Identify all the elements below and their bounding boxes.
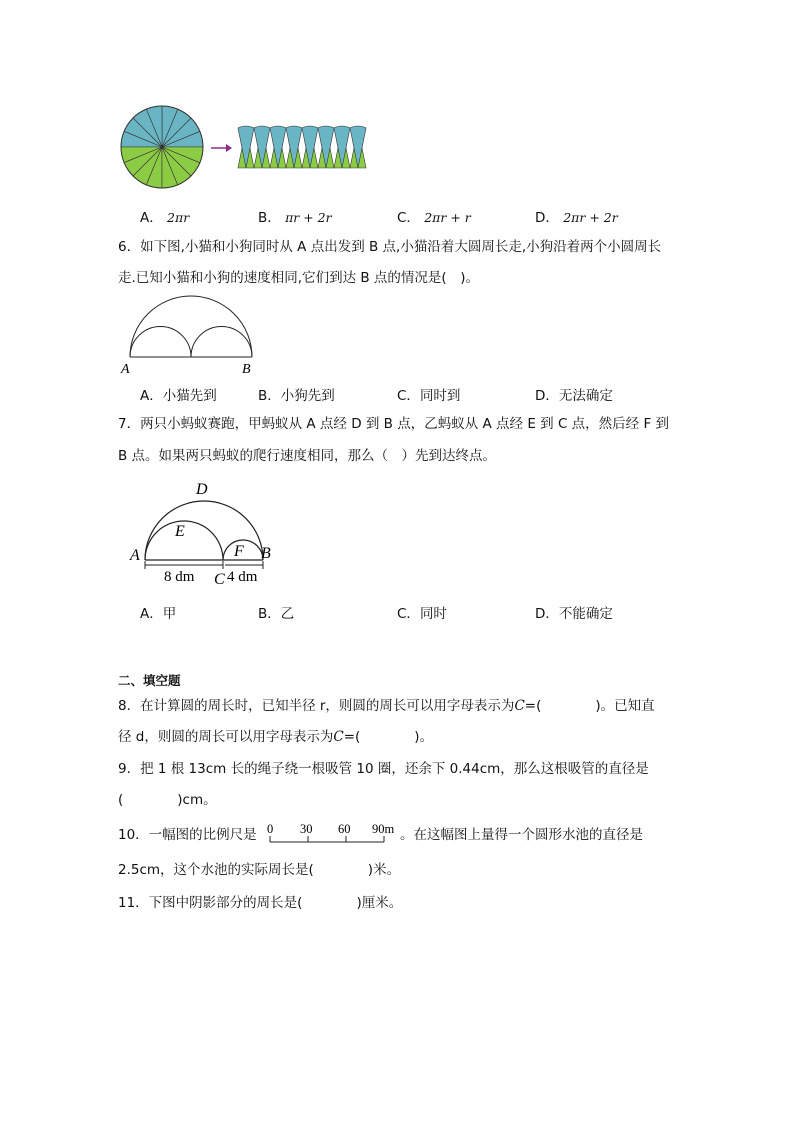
q8-blank-2: =( )。 [343, 729, 434, 745]
q9-text-line2: ( )cm。 [118, 792, 217, 808]
q7-option-c[interactable] [397, 602, 447, 622]
option-letter: D． [535, 210, 559, 226]
option-letter: C． [397, 388, 420, 404]
option-text: 同时 [419, 606, 447, 622]
q5-option-c[interactable] [397, 206, 471, 226]
q6-text-line1: 6．如下图,小猫和小狗同时从 A 点出发到 B 点,小猫沿着大圆周长走,小狗沿着两个小圆周长 [118, 239, 662, 255]
option-text: 2πr [167, 210, 190, 225]
point-label-b: B [242, 362, 251, 377]
q8-blank-1: =( )。已知直 [524, 698, 655, 714]
option-text: 2πr + r [424, 210, 471, 225]
q7-option-b[interactable] [258, 602, 294, 622]
option-letter: B． [258, 210, 281, 226]
q7-text-line1: 7．两只小蚂蚁赛跑，甲蚂蚁从 A 点经 D 到 B 点，乙蚂蚁从 A 点经 E 到 C 点，然后经 F 到 [118, 416, 670, 432]
point-label-a: A [130, 547, 140, 564]
q6-option-b[interactable] [258, 384, 335, 404]
q10-text-line2: 2.5cm，这个水池的实际周长是( )米。 [118, 862, 401, 878]
option-text: 小猫先到 [162, 388, 217, 404]
option-letter: B． [258, 606, 281, 622]
length-label-4dm: 4 dm [227, 569, 258, 585]
rearranged-strip [238, 126, 366, 168]
scale-tick-label: 30 [300, 822, 313, 836]
q6-option-d[interactable] [535, 384, 613, 404]
q9-text-line1: 9．把 1 根 13cm 长的绳子绕一根吸管 10 圈，还余下 0.44cm，那么这根吸管的直径是 [118, 761, 649, 777]
option-letter: A． [140, 606, 163, 622]
rearrange-arrow-icon [211, 144, 232, 152]
option-text: πr + 2r [285, 210, 332, 225]
length-label-8dm: 8 dm [164, 569, 195, 585]
point-label-e: E [175, 523, 185, 540]
q6-option-a[interactable] [140, 384, 217, 404]
point-label-c: C [214, 571, 225, 588]
option-letter: B． [258, 388, 281, 404]
scale-tick-label: 90m [372, 822, 395, 836]
q8-text-line1 [118, 696, 655, 716]
q11-text-line1: 11．下图中阴影部分的周长是( )厘米。 [118, 895, 403, 911]
q5-option-d[interactable] [535, 206, 618, 226]
option-letter: A． [140, 210, 163, 226]
circle-rearrangement-figure [118, 100, 378, 195]
option-text: 无法确定 [558, 388, 613, 404]
q8-text-line2 [118, 727, 433, 747]
scale-tick-label: 60 [338, 822, 351, 836]
q6-text-line2: 走.已知小猫和小狗的速度相同,它们到达 B 点的情况是( )。 [118, 270, 479, 286]
q10-suffix: 。在这幅图上量得一个圆形水池的直径是 [400, 827, 643, 843]
section-title: 二、填空题 [118, 673, 181, 688]
scale-tick-label: 0 [267, 822, 274, 836]
scale-bar [264, 818, 404, 850]
q7-ant-path-figure [126, 478, 286, 590]
point-label-f: F [234, 543, 244, 560]
q8-text: 径 d，则圆的周长可以用字母表示为 [118, 729, 334, 745]
option-text: 小狗先到 [280, 388, 335, 404]
option-letter: D． [535, 606, 559, 622]
point-label-d: D [196, 481, 208, 498]
q5-option-b[interactable] [258, 206, 332, 226]
option-letter: A． [140, 388, 163, 404]
q5-option-a[interactable] [140, 206, 189, 226]
option-letter: D． [535, 388, 559, 404]
option-text: 甲 [162, 606, 177, 622]
option-letter: C． [397, 210, 420, 226]
q7-option-d[interactable] [535, 602, 613, 622]
q6-option-c[interactable] [397, 384, 460, 404]
option-letter: C． [397, 606, 420, 622]
option-text: 2πr + 2r [563, 210, 618, 225]
q10-prefix: 10．一幅图的比例尺是 [118, 827, 257, 843]
point-label-a: A [121, 362, 130, 377]
q7-text-line2: B 点。如果两只蚂蚁的爬行速度相同，那么（ ）先到达终点。 [118, 448, 497, 464]
q6-semicircle-figure [118, 295, 268, 377]
sector-circle [121, 106, 203, 188]
q8-text: 8．在计算圆的周长时，已知半径 r，则圆的周长可以用字母表示为 [118, 698, 515, 714]
option-text: 不能确定 [558, 606, 613, 622]
point-label-b: B [261, 545, 271, 562]
q8-var-c: C [514, 698, 525, 714]
option-text: 同时到 [419, 388, 461, 404]
q8-var-c: C [333, 729, 344, 745]
option-text: 乙 [280, 606, 295, 622]
q7-option-a[interactable] [140, 602, 176, 622]
